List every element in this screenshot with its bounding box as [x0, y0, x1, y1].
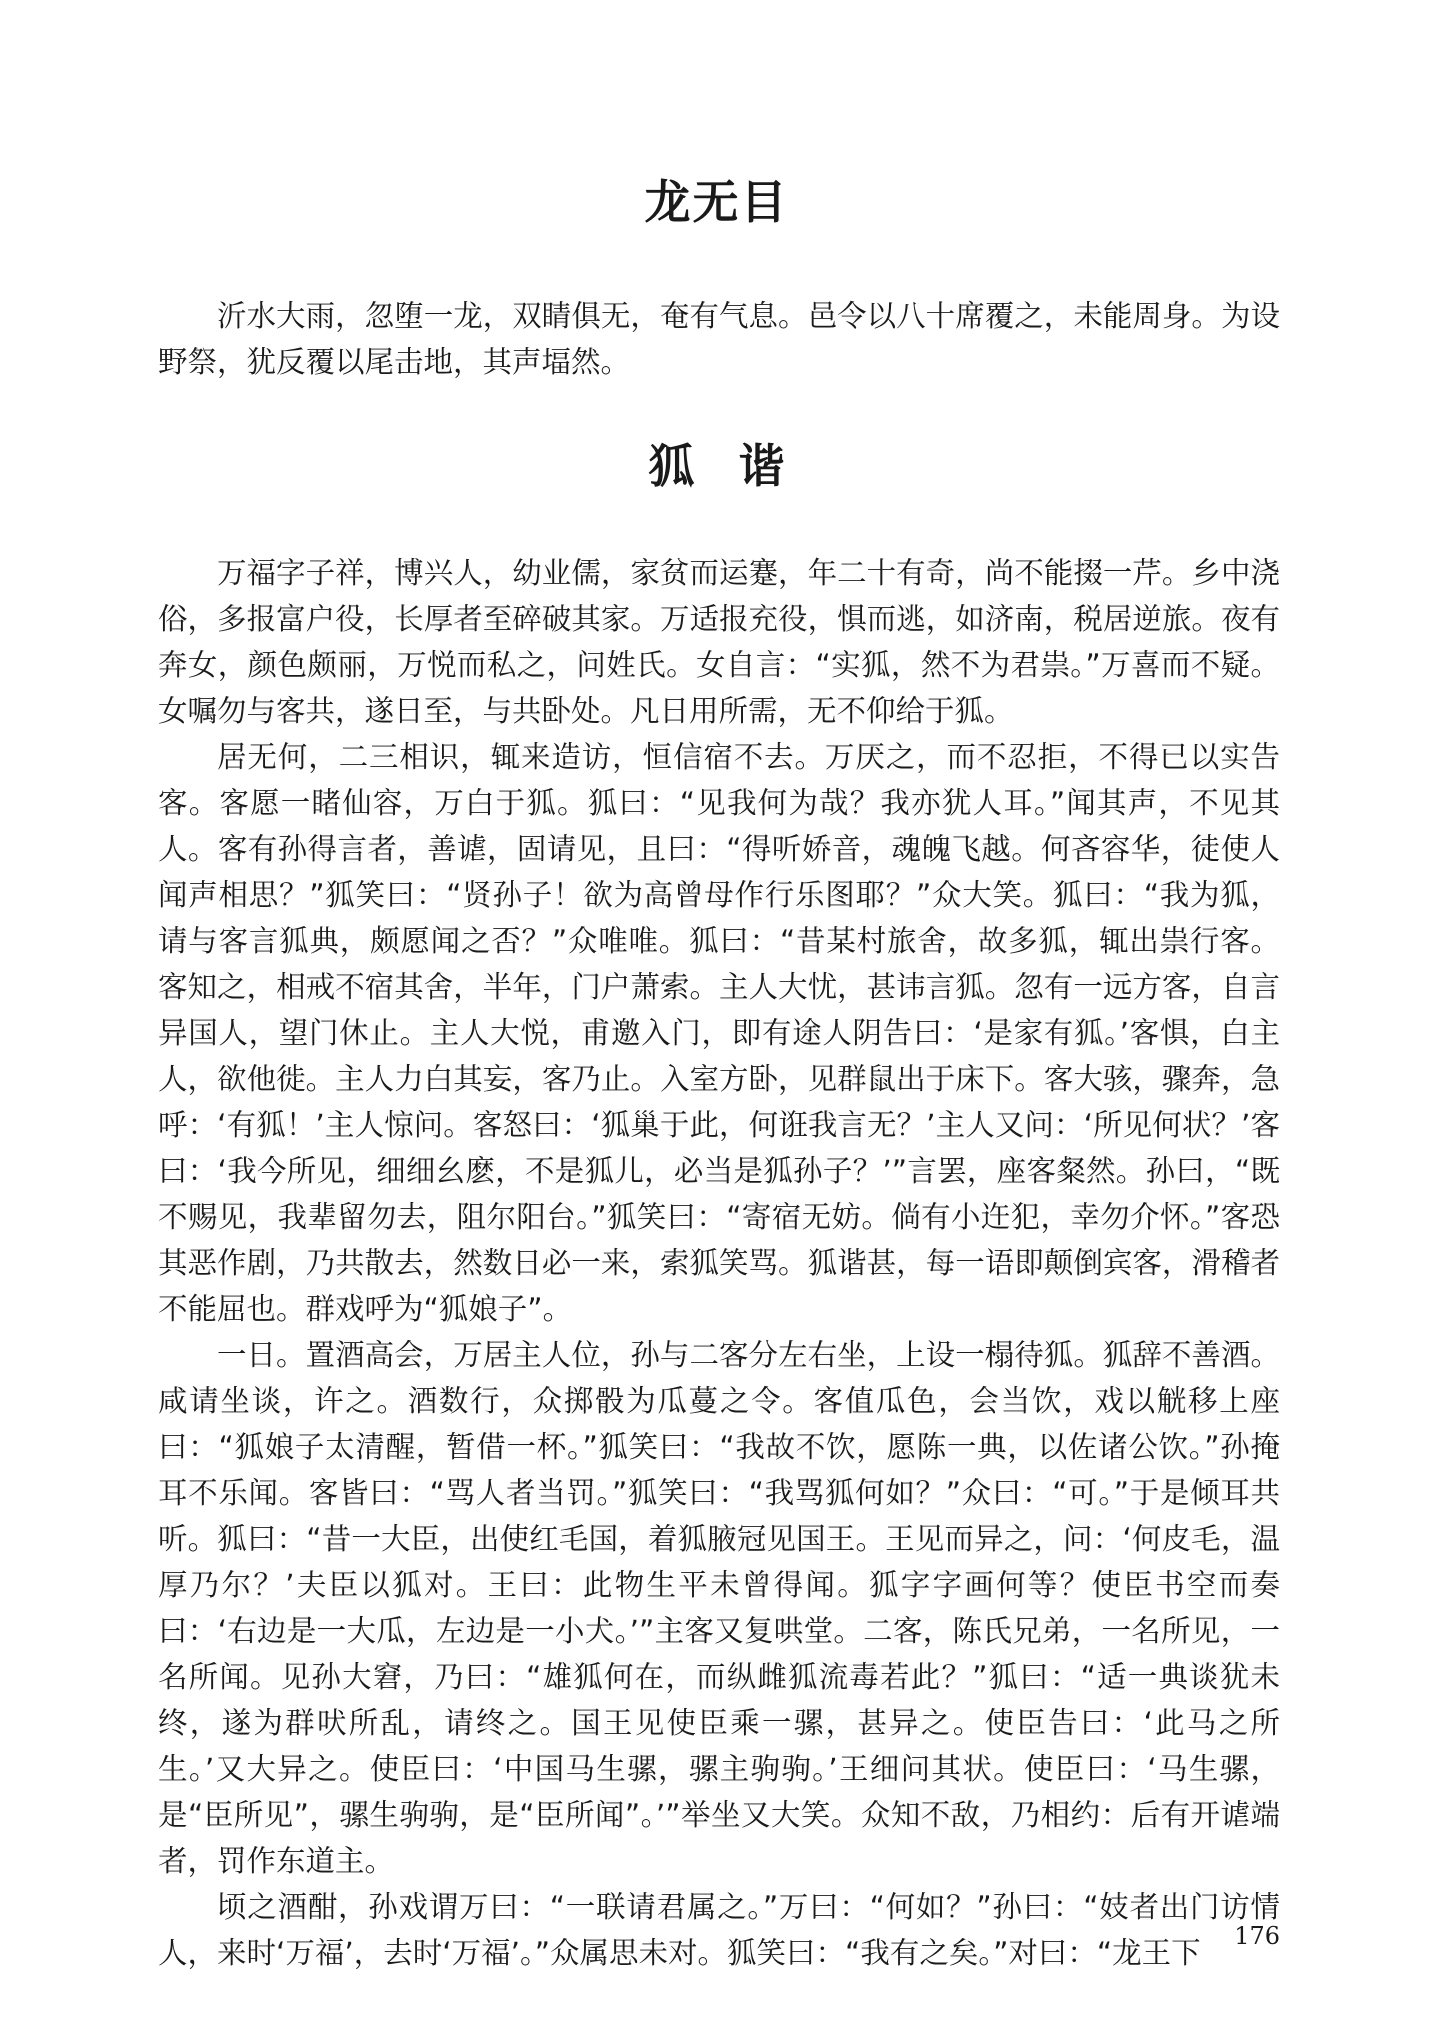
paragraph: 一日。置酒高会，万居主人位，孙与二客分左右坐，上设一榻待狐。狐辞不善酒。咸请坐谈，许之。酒数行，众掷骰为瓜蔓之令。客值瓜色，会当饮，戏以觥移上座曰：“狐娘子太清醒，暂借一杯。”狐笑曰：“我故不饮，愿陈一典，以佐诸公饮。”孙掩耳不乐闻。客皆曰：“骂人者当罚。”狐笑曰：“我骂狐何如？”众曰：“可。”于是倾耳共听。狐曰：“昔一大臣，出使红毛国，着狐腋冠见国王。王见而异之，问：‘何皮毛，温厚乃尔？’夫臣以狐对。王曰：此物生平未曾得闻。狐字字画何等？使臣书空而奏曰：‘右边是一大瓜，左边是一小犬。’”主客又复哄堂。二客，陈氏兄弟，一名所见，一名所闻。见孙大窘，乃曰：“雄狐何在，而纵雌狐流毒若此？”狐曰：“适一典谈犹未终，遂为群吠所乱，请终之。国王见使臣乘一骡，甚异之。使臣告曰：‘此马之所生。’又大异之。使臣曰：‘中国马生骡，骡主驹驹。’王细问其状。使臣曰：‘马生骡，是“臣所见”，骡生驹驹，是“臣所闻”。’”举坐又大笑。众知不敌，乃相约：后有开谑端者，罚作东道主。: [158, 1338, 1280, 1878]
page-number: 176: [1234, 1922, 1280, 1950]
paragraph: 居无何，二三相识，辄来造访，恒信宿不去。万厌之，而不忍拒，不得已以实告客。客愿一睹仙容，万白于狐。狐曰：“见我何为哉？我亦犹人耳。”闻其声，不见其人。客有孙得言者，善谑，固请见，且曰：“得听娇音，魂魄飞越。何吝容华，徒使人闻声相思？”狐笑曰：“贤孙子！欲为高曾母作行乐图耶？”众大笑。狐曰：“我为狐，请与客言狐典，颇愿闻之否？”众唯唯。狐曰：“昔某村旅舍，故多狐，辄出祟行客。客知之，相戒不宿其舍，半年，门户萧索。主人大忧，甚讳言狐。忽有一远方客，自言异国人，望门休止。主人大悦，甫邀入门，即有途人阴告曰：‘是家有狐。’客惧，白主人，欲他徙。主人力白其妄，客乃止。入室方卧，见群鼠出于床下。客大骇，骤奔，急呼：‘有狐！’主人惊问。客怒曰：‘狐巢于此，何诳我言无？’主人又问：‘所见何状？’客曰：‘我今所见，细细幺麽，不是狐儿，必当是狐孙子？’”言罢，座客粲然。孙曰，“既不赐见，我辈留勿去，阻尔阳台。”狐笑曰：“寄宿无妨。倘有小迕犯，幸勿介怀。”客恐其恶作剧，乃共散去，然数日必一来，索狐笑骂。狐谐甚，每一语即颠倒宾客，滑稽者不能屈也。群戏呼为“狐娘子”。: [158, 740, 1280, 1326]
paragraph: 顷之酒酣，孙戏谓万曰：“一联请君属之。”万曰：“何如？”孙曰：“妓者出门访情人，来时‘万福’，去时‘万福’。”众属思未对。狐笑曰：“我有之矣。”对曰：“龙王下: [158, 1890, 1280, 1970]
section-title-fox: 狐谐: [648, 439, 829, 493]
section-body-dragon: [158, 293, 1280, 385]
section-title-dragon: 龙无目: [644, 175, 789, 229]
paragraph: 万福字子祥，博兴人，幼业儒，家贫而运蹇，年二十有奇，尚不能掇一芹。乡中浇俗，多报富户役，长厚者至碎破其家。万适报充役，惧而逃，如济南，税居逆旅。夜有奔女，颜色颇丽，万悦而私之，问姓氏。女自言：“实狐，然不为君祟。”万喜而不疑。女嘱勿与客共，遂日至，与共卧处。凡日用所需，无不仰给于狐。: [158, 556, 1280, 728]
section-body-fox: [158, 550, 1280, 1976]
paragraph: 沂水大雨，忽堕一龙，双睛俱无，奄有气息。邑令以八十席覆之，未能周身。为设野祭，犹反覆以尾击地，其声堛然。: [158, 299, 1280, 379]
